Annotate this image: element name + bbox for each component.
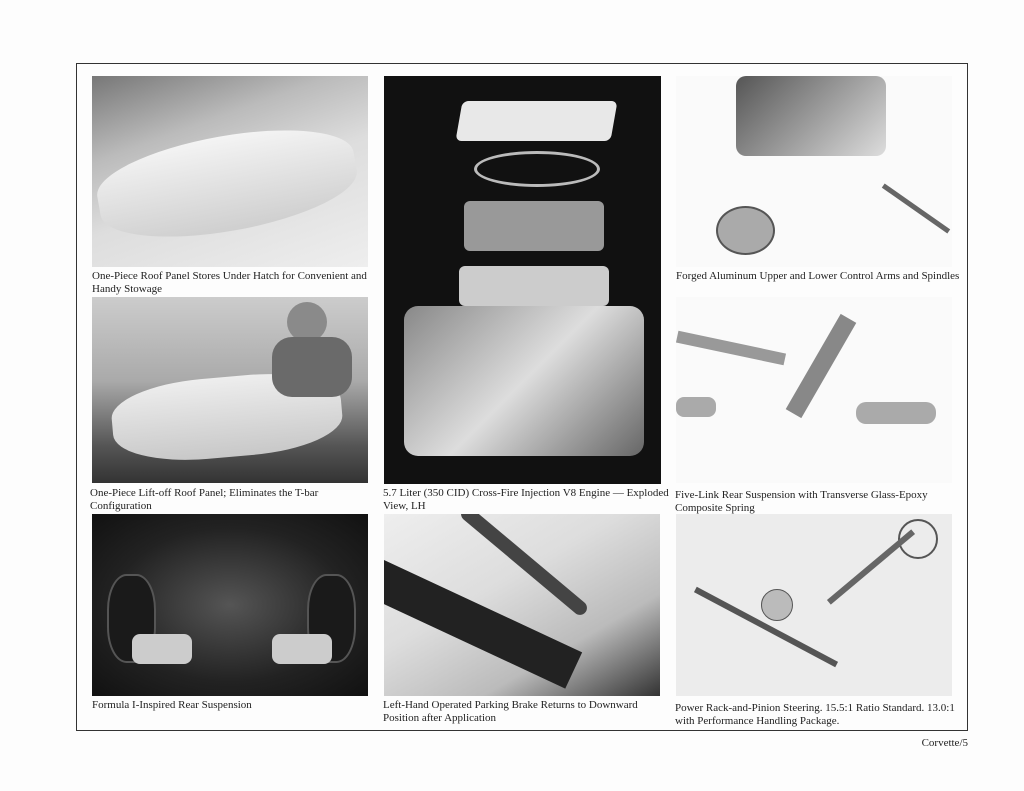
caption-control-arms: Forged Aluminum Upper and Lower Control Arms and Spindles — [676, 270, 960, 282]
caption-formula-rear-suspension: Formula I-Inspired Rear Suspension — [92, 699, 252, 711]
photo-roof-panel-liftoff — [92, 297, 368, 483]
caption-engine: 5.7 Liter (350 CID) Cross-Fire Injection V8 Engine — Exploded View, LH — [383, 487, 669, 512]
page-footer: Corvette/5 — [921, 737, 968, 749]
caption-five-link: Five-Link Rear Suspension with Transverse Glass-Epoxy Composite Spring — [675, 489, 928, 514]
photo-parking-brake — [384, 514, 660, 696]
caption-roof-stowage: One-Piece Roof Panel Stores Under Hatch for Convenient and Handy Stowage — [92, 270, 367, 295]
photo-control-arms — [676, 76, 952, 267]
caption-parking-brake: Left-Hand Operated Parking Brake Returns to Downward Position after Application — [383, 699, 638, 724]
caption-roof-liftoff: One-Piece Lift-off Roof Panel; Eliminates the T-bar Configuration — [90, 487, 319, 512]
photo-engine-exploded — [384, 76, 661, 484]
photo-five-link-suspension — [676, 297, 952, 483]
photo-formula-rear-suspension — [92, 514, 368, 696]
caption-steering: Power Rack-and-Pinion Steering. 15.5:1 Ratio Standard. 13.0:1 with Performance Handling Package. — [675, 702, 955, 727]
photo-roof-panel-stowage — [92, 76, 368, 267]
photo-rack-and-pinion — [676, 514, 952, 696]
